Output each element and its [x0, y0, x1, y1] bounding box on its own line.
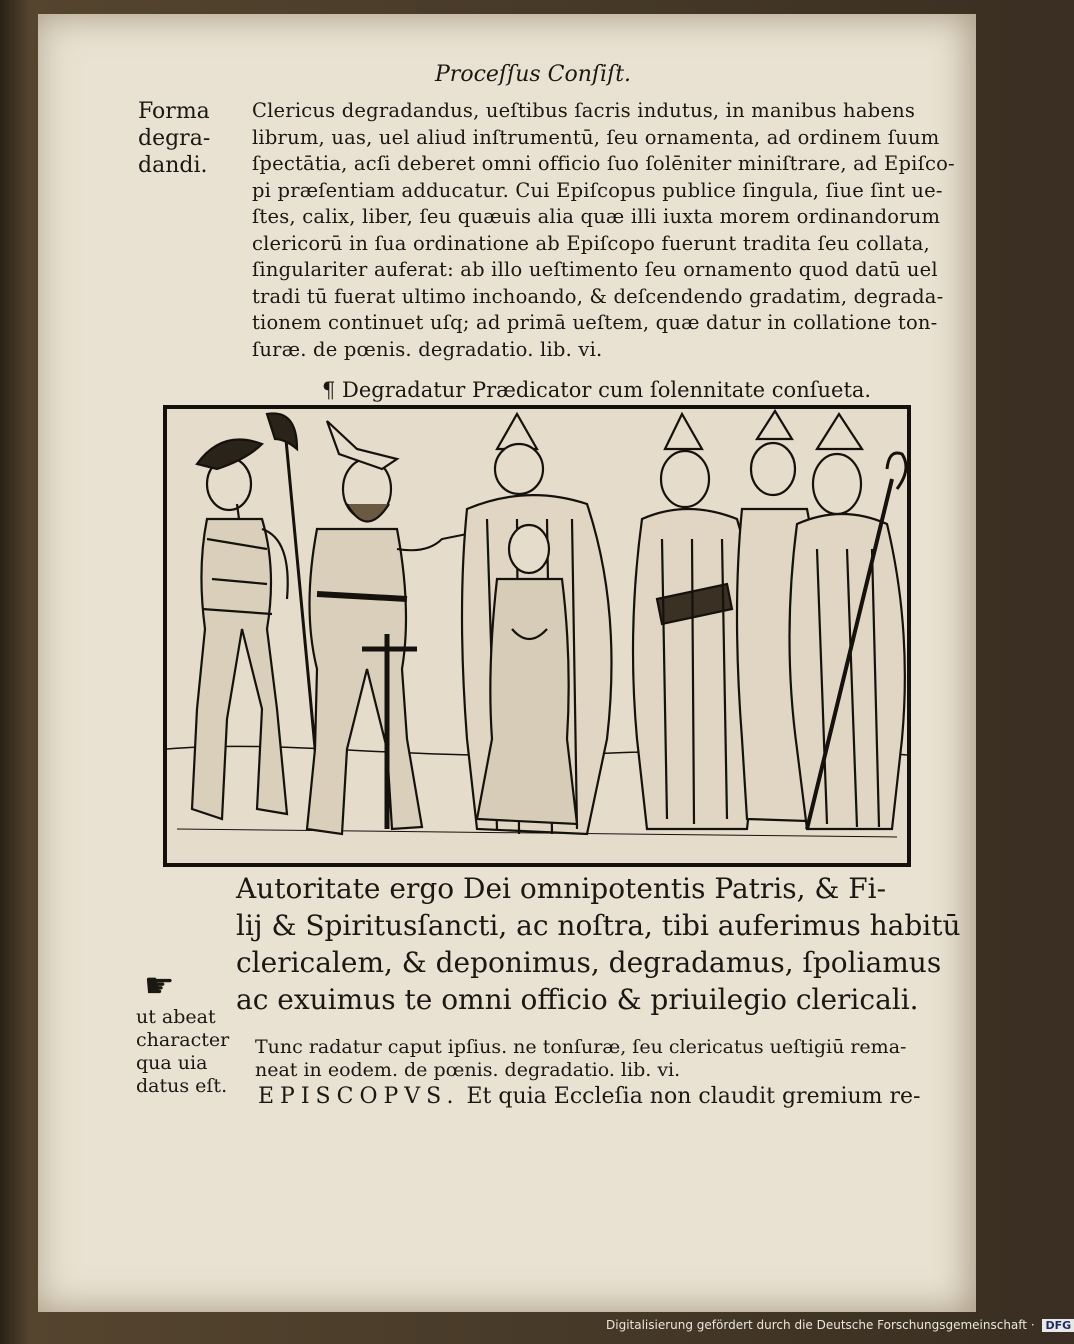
body-line: ſuræ. de pœnis. degradatio. lib. vi.: [252, 337, 603, 361]
body-line: clericorū in ſua ordinatione ab Epiſcopo fuerunt tradita ſeu collata,: [252, 231, 930, 255]
running-head: Proceſſus Conſiſt.: [435, 62, 632, 87]
body-line: pi præſentiam adducatur. Cui Epiſcopus publice ſingula, ſiue ſint ue-: [252, 178, 943, 202]
formula-line: clericalem, & deponimus, degradamus, ſpoliamus: [236, 946, 942, 979]
formula-line: lij & Spiritusſancti, ac noſtra, tibi auferimus habitū: [236, 909, 961, 942]
woodcut-illustration: [163, 405, 911, 867]
margin-note-line: datus eſt.: [136, 1075, 228, 1097]
body-line: Clericus degradandus, ueſtibus ſacris indutus, in manibus habens: [252, 99, 916, 122]
margin-note-line: degra-: [138, 126, 211, 151]
formula-line: Autoritate ergo Dei omnipotentis Patris, & Fi-: [236, 872, 887, 905]
episcopus-line: [258, 1084, 921, 1109]
body-line: ſingulariter auferat: ab illo ueſtimento ſeu ornamento quod datū uel: [252, 258, 938, 281]
dfg-logo: DFG: [1042, 1319, 1074, 1332]
margin-note-line: qua uia: [136, 1052, 208, 1074]
dfg-footer: [606, 1318, 1074, 1332]
margin-note-ut-abeat: [136, 1006, 236, 1098]
margin-note-line: character: [136, 1029, 230, 1051]
body-line: tradi tū fuerat ultimo inchoando, & deſcendendo gradatim, degrada-: [252, 284, 944, 308]
woodcut-drawing: [167, 409, 907, 863]
formula-line: ac exuimus te omni officio & priuilegio clericali.: [236, 983, 919, 1016]
margin-note-line: dandi.: [138, 153, 208, 178]
body-line: tionem continuet uſq; ad primā ueſtem, quæ datur in collatione ton-: [252, 311, 938, 334]
body-line: ſtes, calix, liber, ſeu quæuis alia quæ illi iuxta morem ordinandorum: [252, 205, 941, 228]
formula-paragraph: [236, 870, 961, 1018]
manicule-icon: ☛: [144, 966, 175, 1006]
woodcut-caption: ¶ Degradatur Prædicator cum ſolennitate conſueta.: [322, 378, 872, 402]
rubric-line: Tunc radatur caput ipſius. ne tonſuræ, ſeu clericatus ueſtigiū rema-: [255, 1036, 907, 1058]
body-line: librum, uas, uel aliud inſtrumentū, ſeu ornamenta, ad ordinem ſuum: [252, 125, 940, 149]
margin-note-forma: [138, 98, 238, 179]
body-line: ſpectātia, acſi deberet omni officio ſuo ſolēniter miniſtrare, ad Epiſco-: [252, 152, 955, 175]
rubric-line: neat in eodem. de pœnis. degradatio. lib. vi.: [255, 1059, 681, 1081]
rubric-paragraph: [255, 1036, 935, 1082]
episcopus-text: Et quia Eccleſia non claudit gremium re-: [466, 1084, 921, 1109]
footer-text: Digitalisierung gefördert durch die Deutsche Forschungsgemeinschaft ·: [606, 1318, 1035, 1332]
body-paragraph: [252, 98, 955, 363]
episcopus-heading: EPISCOPVS.: [258, 1084, 460, 1109]
margin-note-line: Forma: [138, 99, 210, 124]
margin-note-line: ut abeat: [136, 1006, 216, 1028]
